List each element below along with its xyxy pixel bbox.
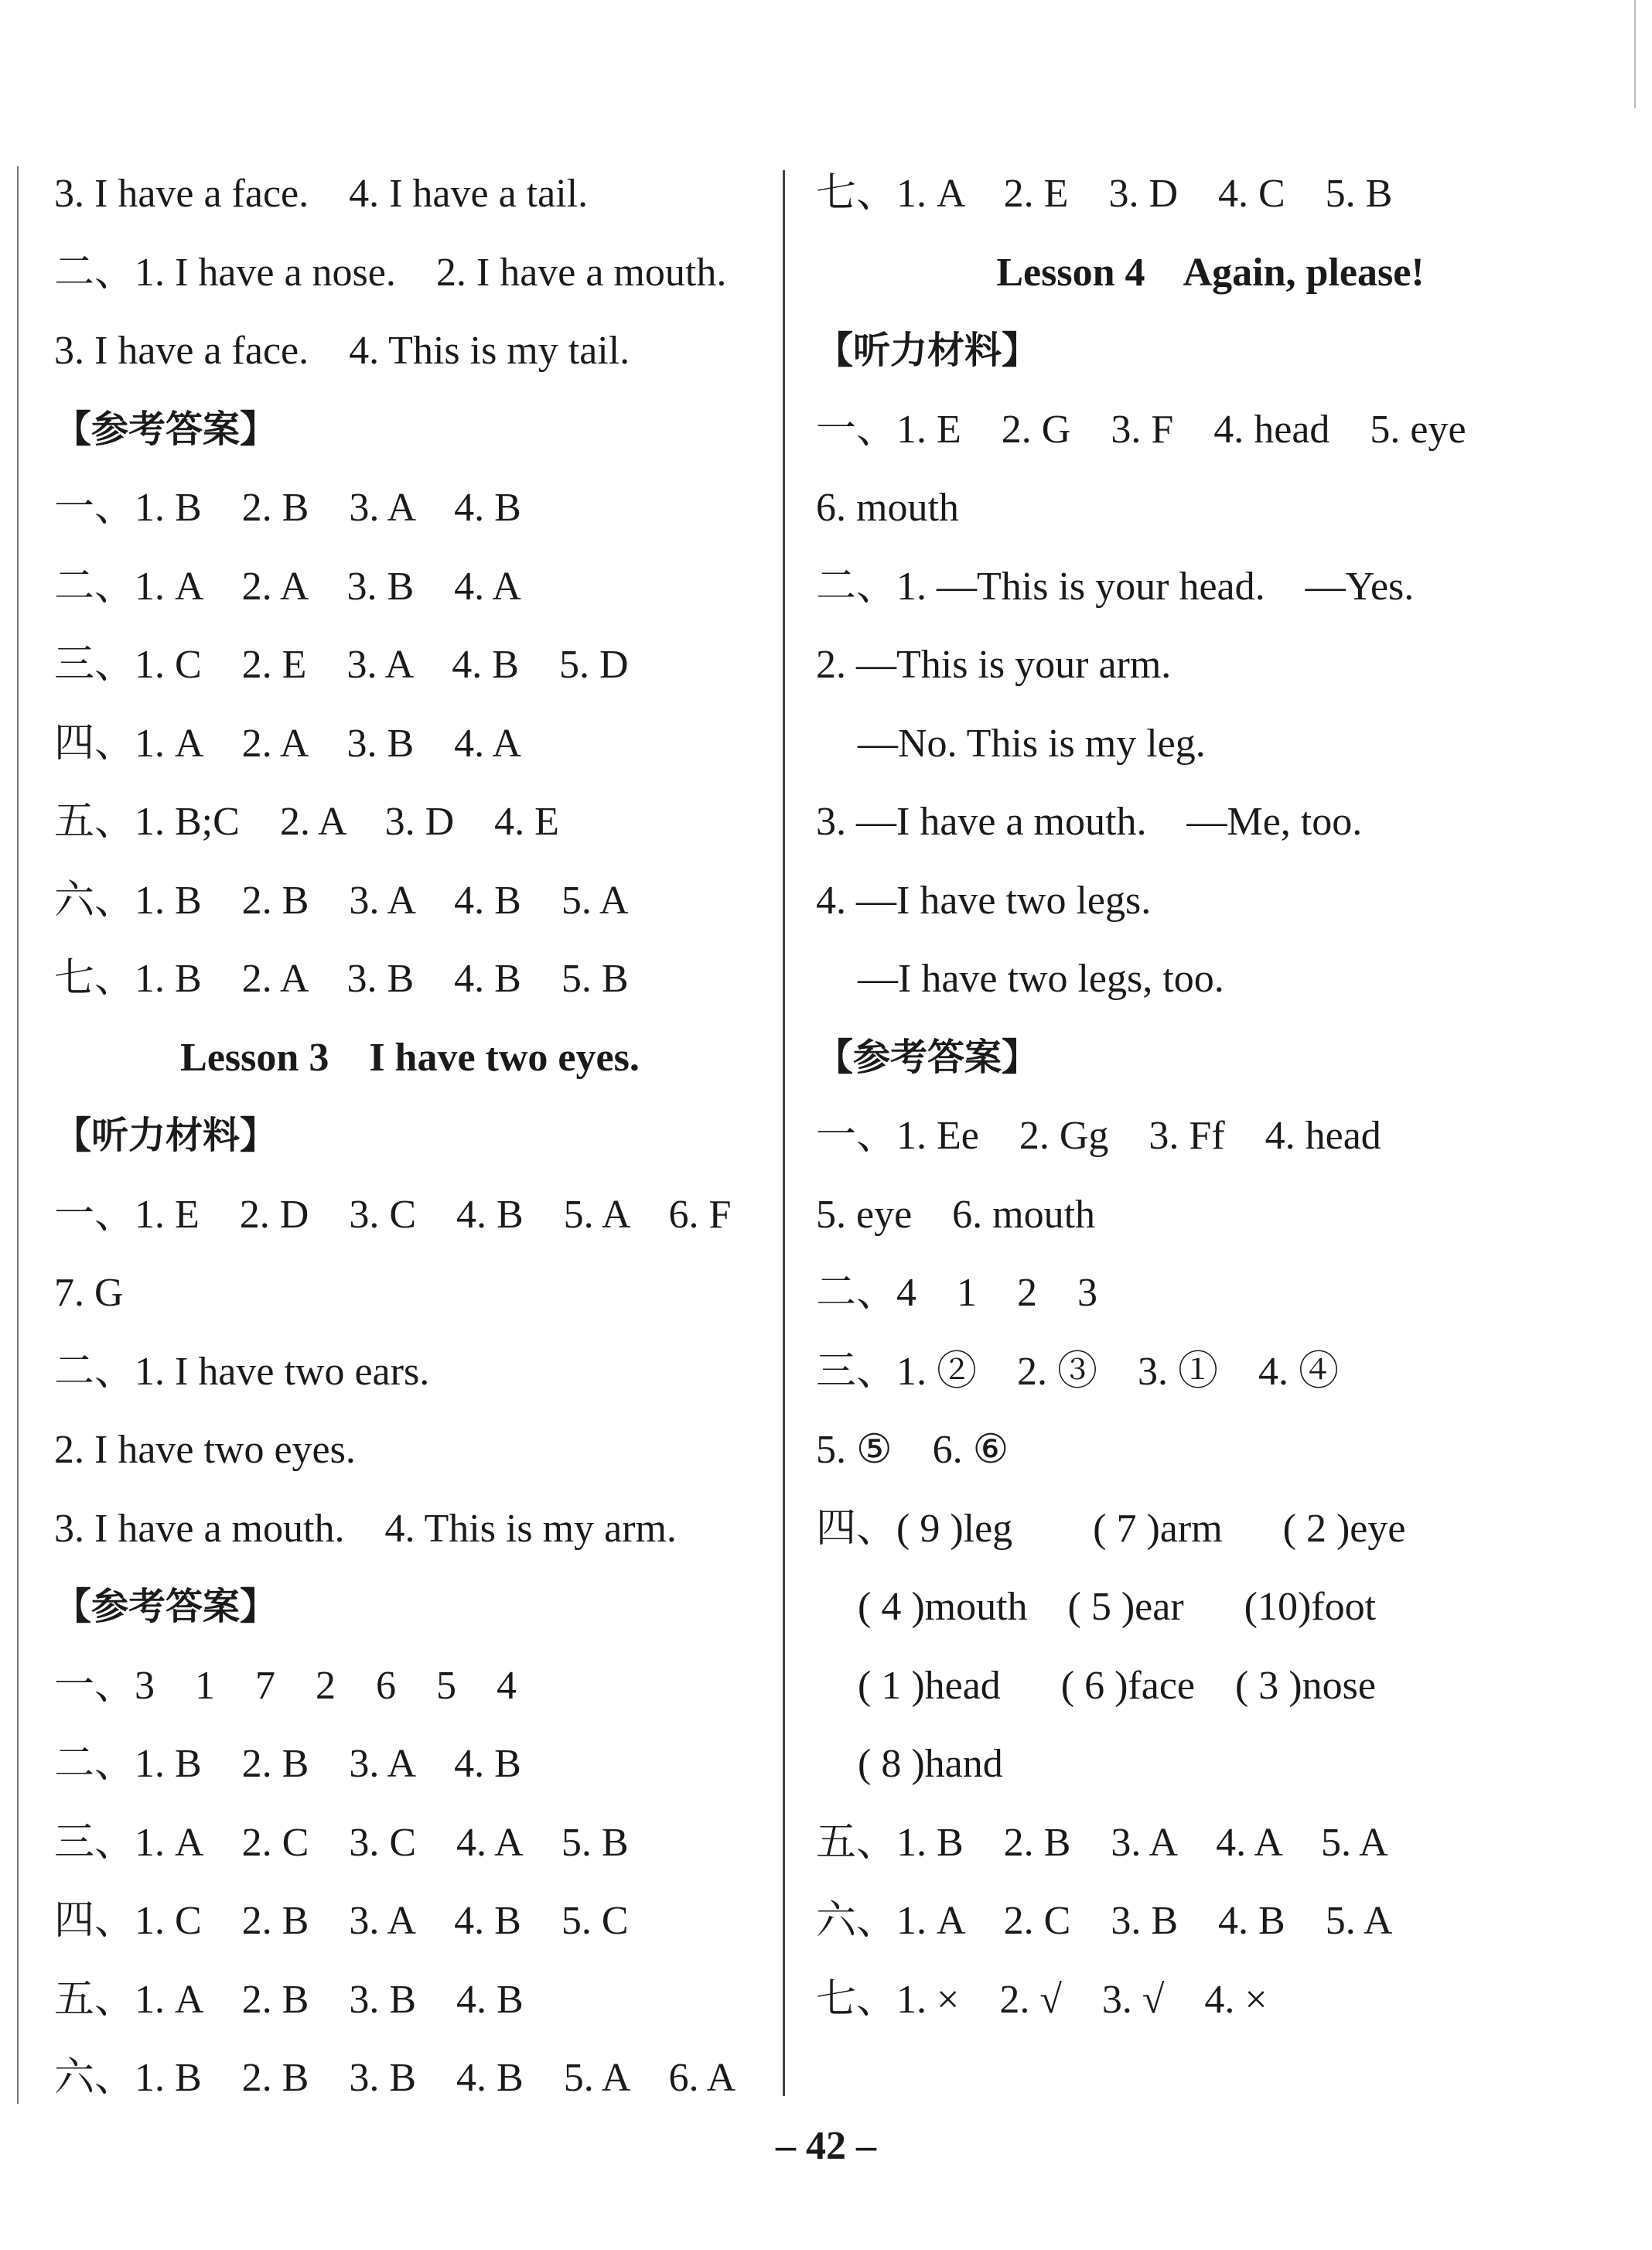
answer-line: 二、1. —This is your head. —Yes. [816,564,1415,609]
answer-line: 5. eye 6. mouth [816,1192,1096,1237]
answer-line: 七、1. A 2. E 3. D 4. C 5. B [816,172,1393,216]
answer-line: —No. This is my leg. [858,721,1206,766]
section-heading-listening: 【听力材料】 [816,329,1039,372]
right-column [816,155,1605,2039]
answer-line: 六、1. B 2. B 3. B 4. B 5. A 6. A [54,2056,736,2100]
answer-line: 四、( 9 )leg ( 7 )arm ( 2 )eye [816,1506,1406,1551]
answer-line: 四、1. C 2. B 3. A 4. B 5. C [54,1899,629,1943]
answer-line: 一、1. E 2. D 3. C 4. B 5. A 6. F [54,1192,732,1237]
page-number: – 42 – [776,2124,876,2168]
section-heading-answers: 【参考答案】 [54,407,278,451]
answer-line: 七、1. B 2. A 3. B 4. B 5. B [54,957,629,1001]
answer-line: 一、1. B 2. B 3. A 4. B [54,486,521,530]
answer-line: 四、1. A 2. A 3. B 4. A [54,721,521,766]
answer-line: ( 8 )hand [858,1742,1003,1786]
answer-line: 三、1. C 2. E 3. A 4. B 5. D [54,643,629,687]
answer-line: ( 1 )head ( 6 )face ( 3 )nose [858,1663,1376,1708]
answer-line: 二、4 1 2 3 [816,1271,1098,1315]
answer-line: 6. mouth [816,486,959,530]
answer-line: 二、1. I have a nose. 2. I have a mouth. [54,250,727,295]
lesson-title: Lesson 3 I have two eyes. [180,1035,640,1080]
right-edge-rule [1634,0,1636,108]
answer-line: 3. I have a mouth. 4. This is my arm. [54,1506,677,1551]
section-heading-answers: 【参考答案】 [816,1035,1039,1079]
answer-line: 3. I have a face. 4. I have a tail. [54,172,589,216]
answer-line: 七、1. × 2. √ 3. √ 4. × [816,1977,1268,2022]
answer-line: 六、1. B 2. B 3. A 4. B 5. A [54,878,629,923]
column-divider [783,170,785,2096]
answer-line: 5. ⑤ 6. ⑥ [816,1428,1009,1472]
answer-line: 五、1. B;C 2. A 3. D 4. E [54,800,559,844]
answer-line: 7. G [54,1271,124,1315]
answer-line: 二、1. A 2. A 3. B 4. A [54,564,521,609]
answer-line: 3. —I have a mouth. —Me, too. [816,800,1363,844]
answer-line: 二、1. B 2. B 3. A 4. B [54,1742,521,1786]
answer-line: 4. —I have two legs. [816,878,1152,923]
answer-line: 3. I have a face. 4. This is my tail. [54,329,630,373]
answer-line: 五、1. A 2. B 3. B 4. B [54,1977,524,2022]
answer-line: ( 4 )mouth ( 5 )ear (10)foot [858,1585,1377,1629]
answer-line: 一、3 1 7 2 6 5 4 [54,1663,517,1708]
section-heading-answers: 【参考答案】 [54,1585,278,1628]
section-heading-listening: 【听力材料】 [54,1114,278,1157]
answer-line: 五、1. B 2. B 3. A 4. A 5. A [816,1820,1388,1865]
left-margin-rule [17,166,19,2104]
answer-line: —I have two legs, too. [858,957,1224,1001]
left-column [54,155,766,2118]
answer-line: 一、1. Ee 2. Gg 3. Ff 4. head [816,1114,1381,1158]
answer-line: 2. —This is your arm. [816,643,1172,687]
lesson-title: Lesson 4 Again, please! [996,250,1425,295]
answer-line: 三、1. ② 2. ③ 3. ① 4. ④ [816,1349,1340,1394]
answer-line: 一、1. E 2. G 3. F 4. head 5. eye [816,407,1466,452]
answer-line: 三、1. A 2. C 3. C 4. A 5. B [54,1820,629,1865]
answer-line: 2. I have two eyes. [54,1428,356,1472]
answer-line: 二、1. I have two ears. [54,1349,430,1394]
answer-line: 六、1. A 2. C 3. B 4. B 5. A [816,1899,1393,1943]
